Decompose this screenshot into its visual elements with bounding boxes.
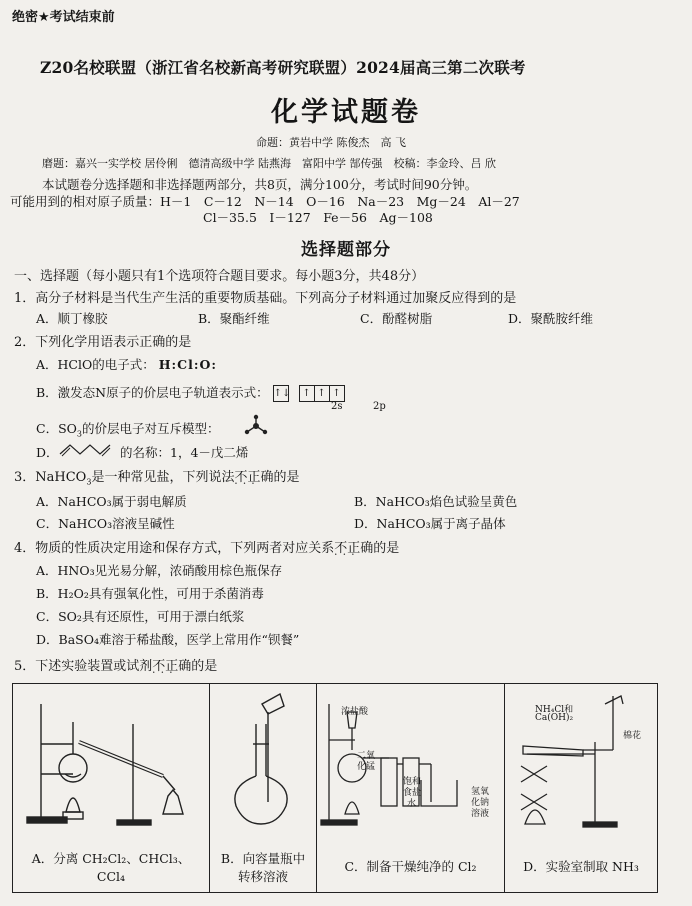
caption-a-line-2: CCl₄ (96, 869, 126, 884)
atomic-masses-line-1: 可能用到的相对原子质量：H－1 C－12 N－14 O－16 Na－23 Mg－24 Al－27 (10, 194, 520, 209)
label-brine-3: 水 (407, 799, 417, 809)
caption-c: C．制备干燥纯净的 Cl₂ (344, 859, 477, 874)
q2-stem: 2．下列化学用语表示正确的是 (14, 335, 192, 350)
q2-option-d (36, 443, 59, 461)
section-title: 选择题部分 (301, 240, 391, 260)
caption-a-line-1: A．分离 CH₂Cl₂、CHCl₃、 (31, 851, 191, 866)
q1-option-d: D．聚酰胺纤维 (508, 311, 594, 326)
caption-b-line-1: B．向容量瓶中 (220, 851, 306, 866)
q3-option-b: B．NaHCO₃焰色试验呈黄色 (354, 494, 518, 509)
caption-b-line-2: 转移溶液 (237, 869, 288, 884)
caption-d: D．实验室制取 NH₃ (523, 859, 639, 874)
label-reagent-1: NH₄Cl和 (535, 705, 574, 715)
distillation-apparatus-icon (13, 684, 208, 834)
q5-stem-a: 5．下述实验装置或试剂 (14, 659, 153, 674)
part-heading: 一、选择题（每小题只有1个选项符合题目要求。每小题3分，共48分） (14, 269, 425, 284)
q4-option-a: A．HNO₃见光易分解，浓硝酸用棕色瓶保存 (36, 563, 283, 578)
figure-cell-a (13, 684, 210, 892)
q5-figure-table (12, 683, 658, 893)
label-naoh-1: 氢氧 (471, 787, 490, 797)
q3-stem-c: 的是 (273, 470, 300, 485)
exam-title: Z20名校联盟（浙江省名校新高考研究联盟）2024届高三第二次联考 (40, 58, 526, 77)
q3-stem-sub: 3 (86, 477, 92, 487)
q2-option-b (36, 383, 345, 402)
q1-option-a: A．顺丁橡胶 (36, 311, 108, 326)
q3-stem (14, 466, 299, 487)
q2-option-d-name: 的名称：1，4－戊二烯 (120, 445, 249, 460)
label-naoh-3: 溶液 (471, 809, 490, 819)
setters-line: 命题：黄岩中学 陈俊杰 高 飞 (256, 136, 406, 149)
q3-emphasis: 不正确 • • • (234, 466, 273, 485)
label-conc-hcl: 浓盐酸 (341, 707, 369, 717)
q3-option-d: D．NaHCO₃属于离子晶体 (354, 516, 506, 531)
ammonia-prep-apparatus-icon (505, 684, 655, 834)
exam-note: 本试题卷分选择题和非选择题两部分，共8页，满分100分，考试时间90分钟。 (42, 177, 478, 192)
atomic-masses-line-2: Cl－35.5 I－127 Fe－56 Ag－108 (203, 210, 433, 225)
label-mno2-2: 化锰 (357, 762, 376, 772)
confidential-mark: 绝密★考试结束前 (12, 10, 115, 25)
q5-stem-c: 的是 (191, 659, 218, 674)
orbital-box-2s: ↑↓ (273, 385, 289, 402)
q2-option-c-suffix: 的价层电子对互斥模型： (81, 421, 220, 436)
q4-option-c: C．SO₂具有还原性，可用于漂白纸浆 (36, 609, 245, 624)
volumetric-flask-icon (210, 684, 315, 834)
q5-stem (14, 655, 217, 674)
orbital-2p (299, 385, 345, 402)
q5-emphasis: 不正确 • • • (152, 655, 191, 674)
label-mno2-1: 二氧 (357, 751, 376, 761)
q1-option-b: B．聚酯纤维 (198, 311, 270, 326)
q4-stem-a: 4．物质的性质决定用途和保存方式，下列两者对应关系 (14, 541, 335, 556)
figure-cell-d (505, 684, 657, 892)
label-naoh-2: 化钠 (471, 798, 490, 808)
orbital-label-2s: 2s (331, 401, 343, 412)
q2-option-b-label: B．激发态N原子的价层电子轨道表示式： (36, 385, 269, 400)
q2-option-c-label: C．SO (36, 421, 77, 436)
q2-option-a-label: A．HClO的电子式： (36, 357, 155, 372)
caption-a (13, 850, 209, 886)
diene-skeletal-formula-icon (58, 440, 118, 458)
vsepr-model-icon (242, 414, 270, 438)
orbital-label-2p: 2p (373, 401, 386, 412)
q2-option-c (36, 419, 220, 439)
q2-option-d-label: D． (36, 445, 59, 460)
q4-stem (14, 537, 399, 556)
label-brine-2: 食盐 (403, 788, 422, 798)
paper-title: 化学试题卷 (271, 97, 421, 128)
label-reagent-2: Ca(OH)₂ (535, 713, 574, 723)
q3-option-c: C．NaHCO₃溶液呈碱性 (36, 516, 175, 531)
q4-stem-c: 的是 (373, 541, 400, 556)
orbital-2s (273, 385, 289, 402)
q2-option-c-sub: 3 (76, 429, 82, 439)
q1-stem: 1．高分子材料是当代生产生活的重要物质基础。下列高分子材料通过加聚反应得到的是 (14, 291, 517, 306)
orbital-box-2p-2: ↑ (315, 385, 330, 402)
reviewers-line: 磨题：嘉兴一实学校 居伶俐 德清高级中学 陆燕海 富阳中学 郜传强 校稿：李金玲、吕 欣 (42, 157, 496, 170)
label-brine-1: 饱和 (403, 777, 422, 787)
figure-cell-c (317, 684, 505, 892)
q4-option-b: B．H₂O₂具有强氧化性，可用于杀菌消毒 (36, 586, 264, 601)
q3-option-a: A．NaHCO₃属于弱电解质 (36, 494, 187, 509)
orbital-box-2p-3: ↑ (330, 385, 345, 402)
figure-cell-b (210, 684, 317, 892)
q3-stem-a: 3．NaHCO (14, 470, 87, 485)
hclo-electron-formula: H:Cl:O: (158, 357, 217, 372)
q4-emphasis: 不正确 • • • (334, 537, 373, 556)
q1-option-c: C．酚醛树脂 (360, 311, 433, 326)
q3-stem-b: 是一种常见盐，下列说法 (91, 470, 235, 485)
caption-b (210, 850, 316, 886)
orbital-box-2p-1: ↑ (299, 385, 315, 402)
label-cotton: 棉花 (623, 731, 642, 741)
q2-option-a (36, 355, 217, 373)
q4-option-d: D．BaSO₄难溶于稀盐酸，医学上常用作“钡餐” (36, 632, 300, 647)
